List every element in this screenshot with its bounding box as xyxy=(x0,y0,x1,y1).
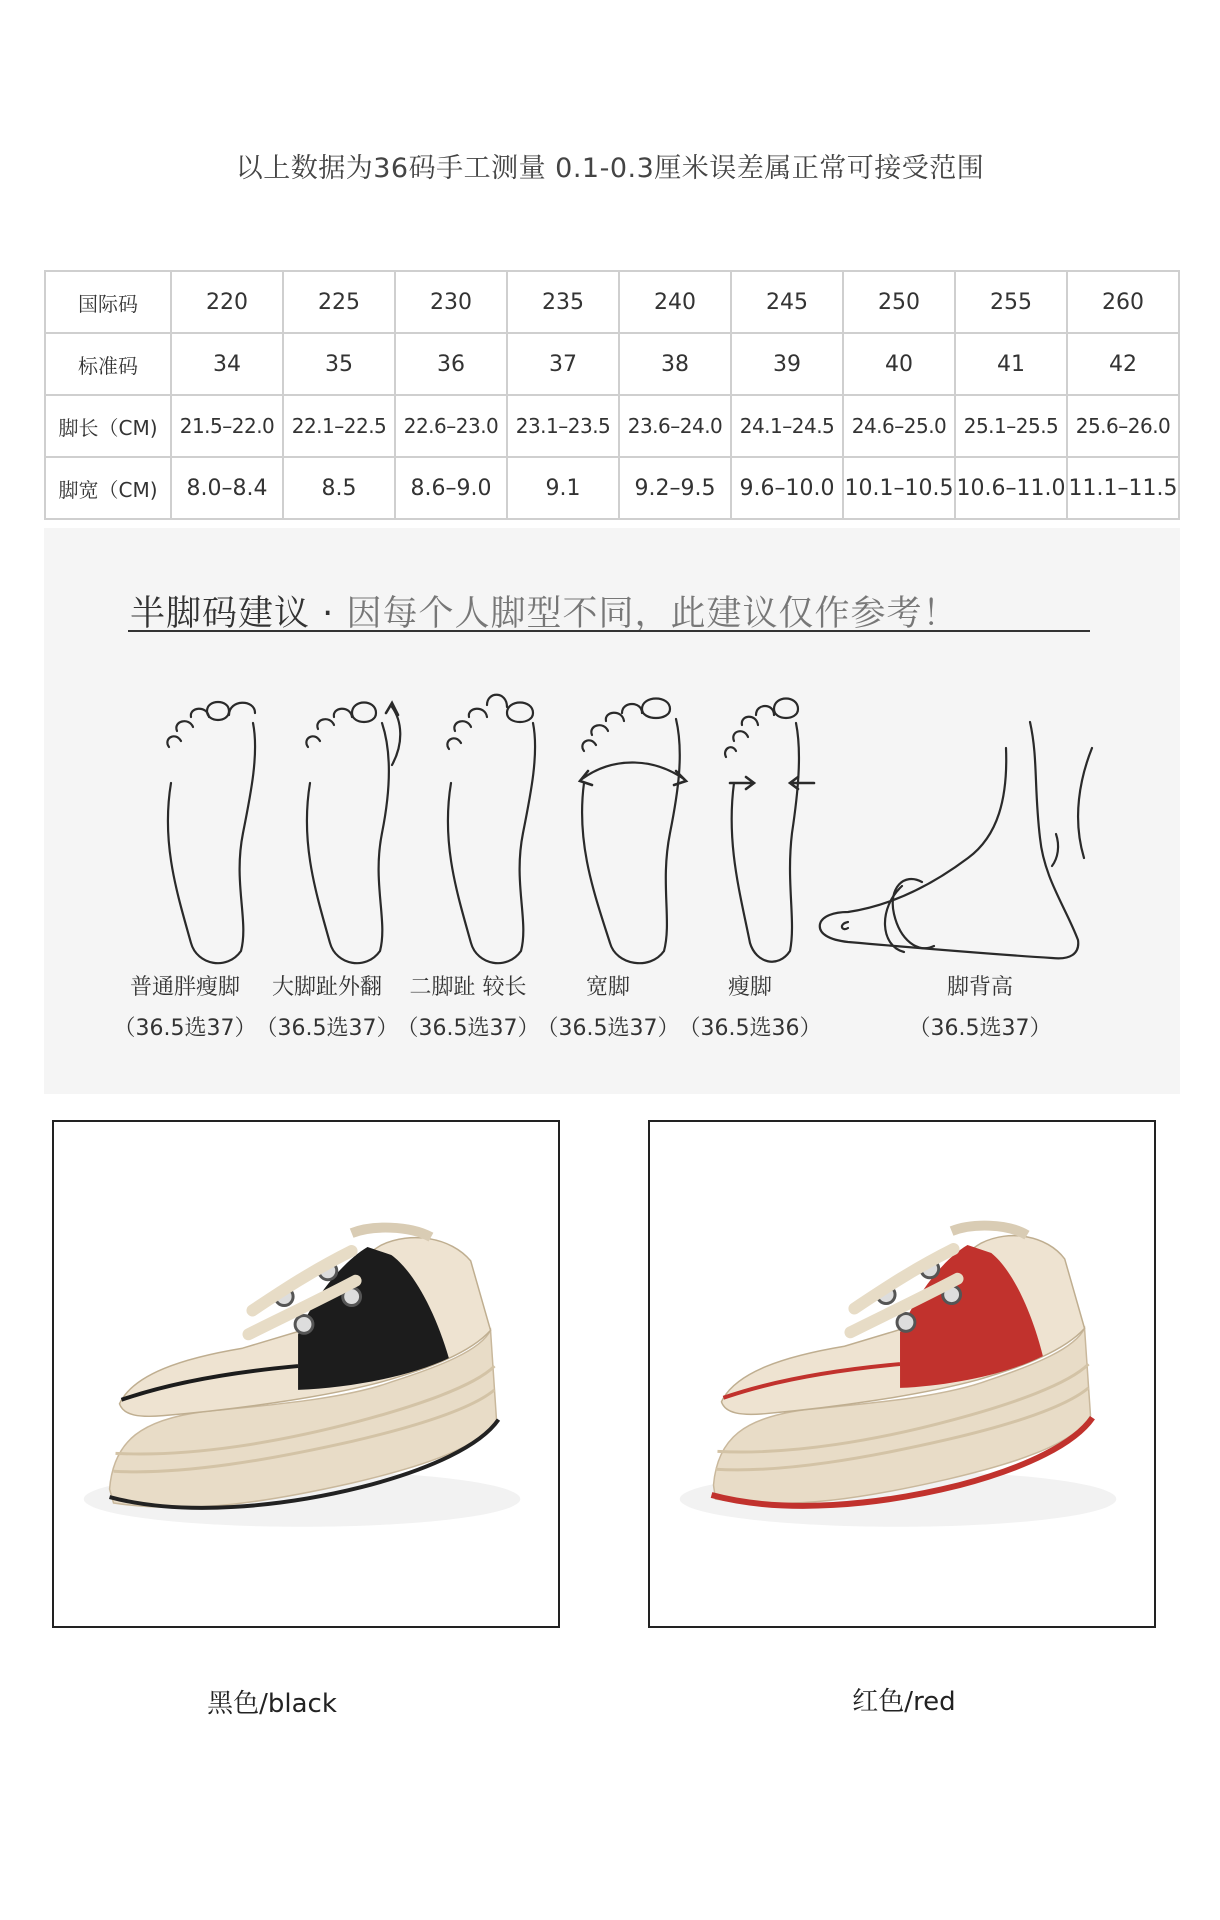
size-cell: 37 xyxy=(507,333,619,395)
size-table xyxy=(44,270,1180,520)
row-label: 脚长（CM) xyxy=(45,395,171,457)
size-cell: 255 xyxy=(955,271,1067,333)
foot-type-name: 瘦脚 xyxy=(727,975,773,1000)
size-cell: 260 xyxy=(1067,271,1179,333)
long-second-toe-icon xyxy=(447,695,535,963)
foot-type-name: 二脚趾 较长 xyxy=(409,975,527,1000)
foot-type-name: 宽脚 xyxy=(585,975,631,1000)
size-cell: 10.1–10.5 xyxy=(843,457,955,519)
red-sneaker-image xyxy=(650,1122,1154,1626)
color-label-black: 黑色/black xyxy=(207,1689,337,1719)
size-cell: 235 xyxy=(507,271,619,333)
red-shoe-photo xyxy=(648,1120,1156,1628)
size-cell: 24.6–25.0 xyxy=(843,395,955,457)
size-cell: 39 xyxy=(731,333,843,395)
foot-type-label xyxy=(537,970,680,1042)
size-cell: 25.1–25.5 xyxy=(955,395,1067,457)
size-cell: 250 xyxy=(843,271,955,333)
foot-type-label xyxy=(114,970,257,1042)
size-row xyxy=(45,457,1179,519)
fit-advice-panel xyxy=(44,528,1180,1094)
size-cell: 36 xyxy=(395,333,507,395)
size-cell: 8.0–8.4 xyxy=(171,457,283,519)
size-suggestion: （36.5选37） xyxy=(536,1016,680,1041)
foot-type-label xyxy=(397,970,540,1042)
size-cell: 245 xyxy=(731,271,843,333)
size-suggestion: （36.5选37） xyxy=(255,1016,399,1041)
size-cell: 230 xyxy=(395,271,507,333)
size-cell: 10.6–11.0 xyxy=(955,457,1067,519)
size-suggestion: （36.5选37） xyxy=(908,1016,1052,1041)
advice-subtitle: 因每个人脚型不同，此建议仅作参考！ xyxy=(346,594,959,634)
row-label: 国际码 xyxy=(45,271,171,333)
size-cell: 35 xyxy=(283,333,395,395)
wide-foot-icon xyxy=(580,699,686,964)
foot-type-name: 普通胖瘦脚 xyxy=(129,975,241,1000)
size-cell: 240 xyxy=(619,271,731,333)
size-row xyxy=(45,271,1179,333)
size-cell: 8.5 xyxy=(283,457,395,519)
foot-type-name: 脚背高 xyxy=(946,975,1014,1000)
size-cell: 22.1–22.5 xyxy=(283,395,395,457)
size-cell: 25.6–26.0 xyxy=(1067,395,1179,457)
black-sneaker-image xyxy=(54,1122,558,1626)
size-row xyxy=(45,333,1179,395)
size-cell: 34 xyxy=(171,333,283,395)
size-suggestion: （36.5选37） xyxy=(396,1016,540,1041)
bunion-foot-icon xyxy=(306,703,400,964)
narrow-foot-icon xyxy=(725,699,814,962)
size-cell: 220 xyxy=(171,271,283,333)
measure-note: 以上数据为36码手工测量 0.1-0.3厘米误差属正常可接受范围 xyxy=(235,153,985,184)
foot-type-label xyxy=(256,970,399,1042)
foot-type-name: 大脚趾外翻 xyxy=(271,975,383,1000)
size-cell: 24.1–24.5 xyxy=(731,395,843,457)
size-cell: 9.6–10.0 xyxy=(731,457,843,519)
size-cell: 38 xyxy=(619,333,731,395)
advice-separator: · xyxy=(322,594,335,634)
size-cell: 41 xyxy=(955,333,1067,395)
black-shoe-photo xyxy=(52,1120,560,1628)
size-cell: 23.1–23.5 xyxy=(507,395,619,457)
size-cell: 225 xyxy=(283,271,395,333)
foot-type-label xyxy=(909,970,1052,1042)
size-cell: 21.5–22.0 xyxy=(171,395,283,457)
size-cell: 40 xyxy=(843,333,955,395)
size-suggestion: （36.5选37） xyxy=(113,1016,257,1041)
size-row xyxy=(45,395,1179,457)
high-instep-icon xyxy=(820,722,1092,958)
size-cell: 22.6–23.0 xyxy=(395,395,507,457)
size-suggestion: （36.5选36） xyxy=(678,1016,822,1041)
foot-type-label xyxy=(679,970,822,1042)
size-cell: 8.6–9.0 xyxy=(395,457,507,519)
size-cell: 23.6–24.0 xyxy=(619,395,731,457)
size-cell: 9.2–9.5 xyxy=(619,457,731,519)
advice-title-main: 半脚码建议 xyxy=(130,594,311,634)
size-cell: 11.1–11.5 xyxy=(1067,457,1179,519)
row-label: 标准码 xyxy=(45,333,171,395)
row-label: 脚宽（CM) xyxy=(45,457,171,519)
color-label-red: 红色/red xyxy=(852,1687,956,1717)
size-cell: 42 xyxy=(1067,333,1179,395)
normal-foot-icon xyxy=(167,702,255,963)
size-cell: 9.1 xyxy=(507,457,619,519)
